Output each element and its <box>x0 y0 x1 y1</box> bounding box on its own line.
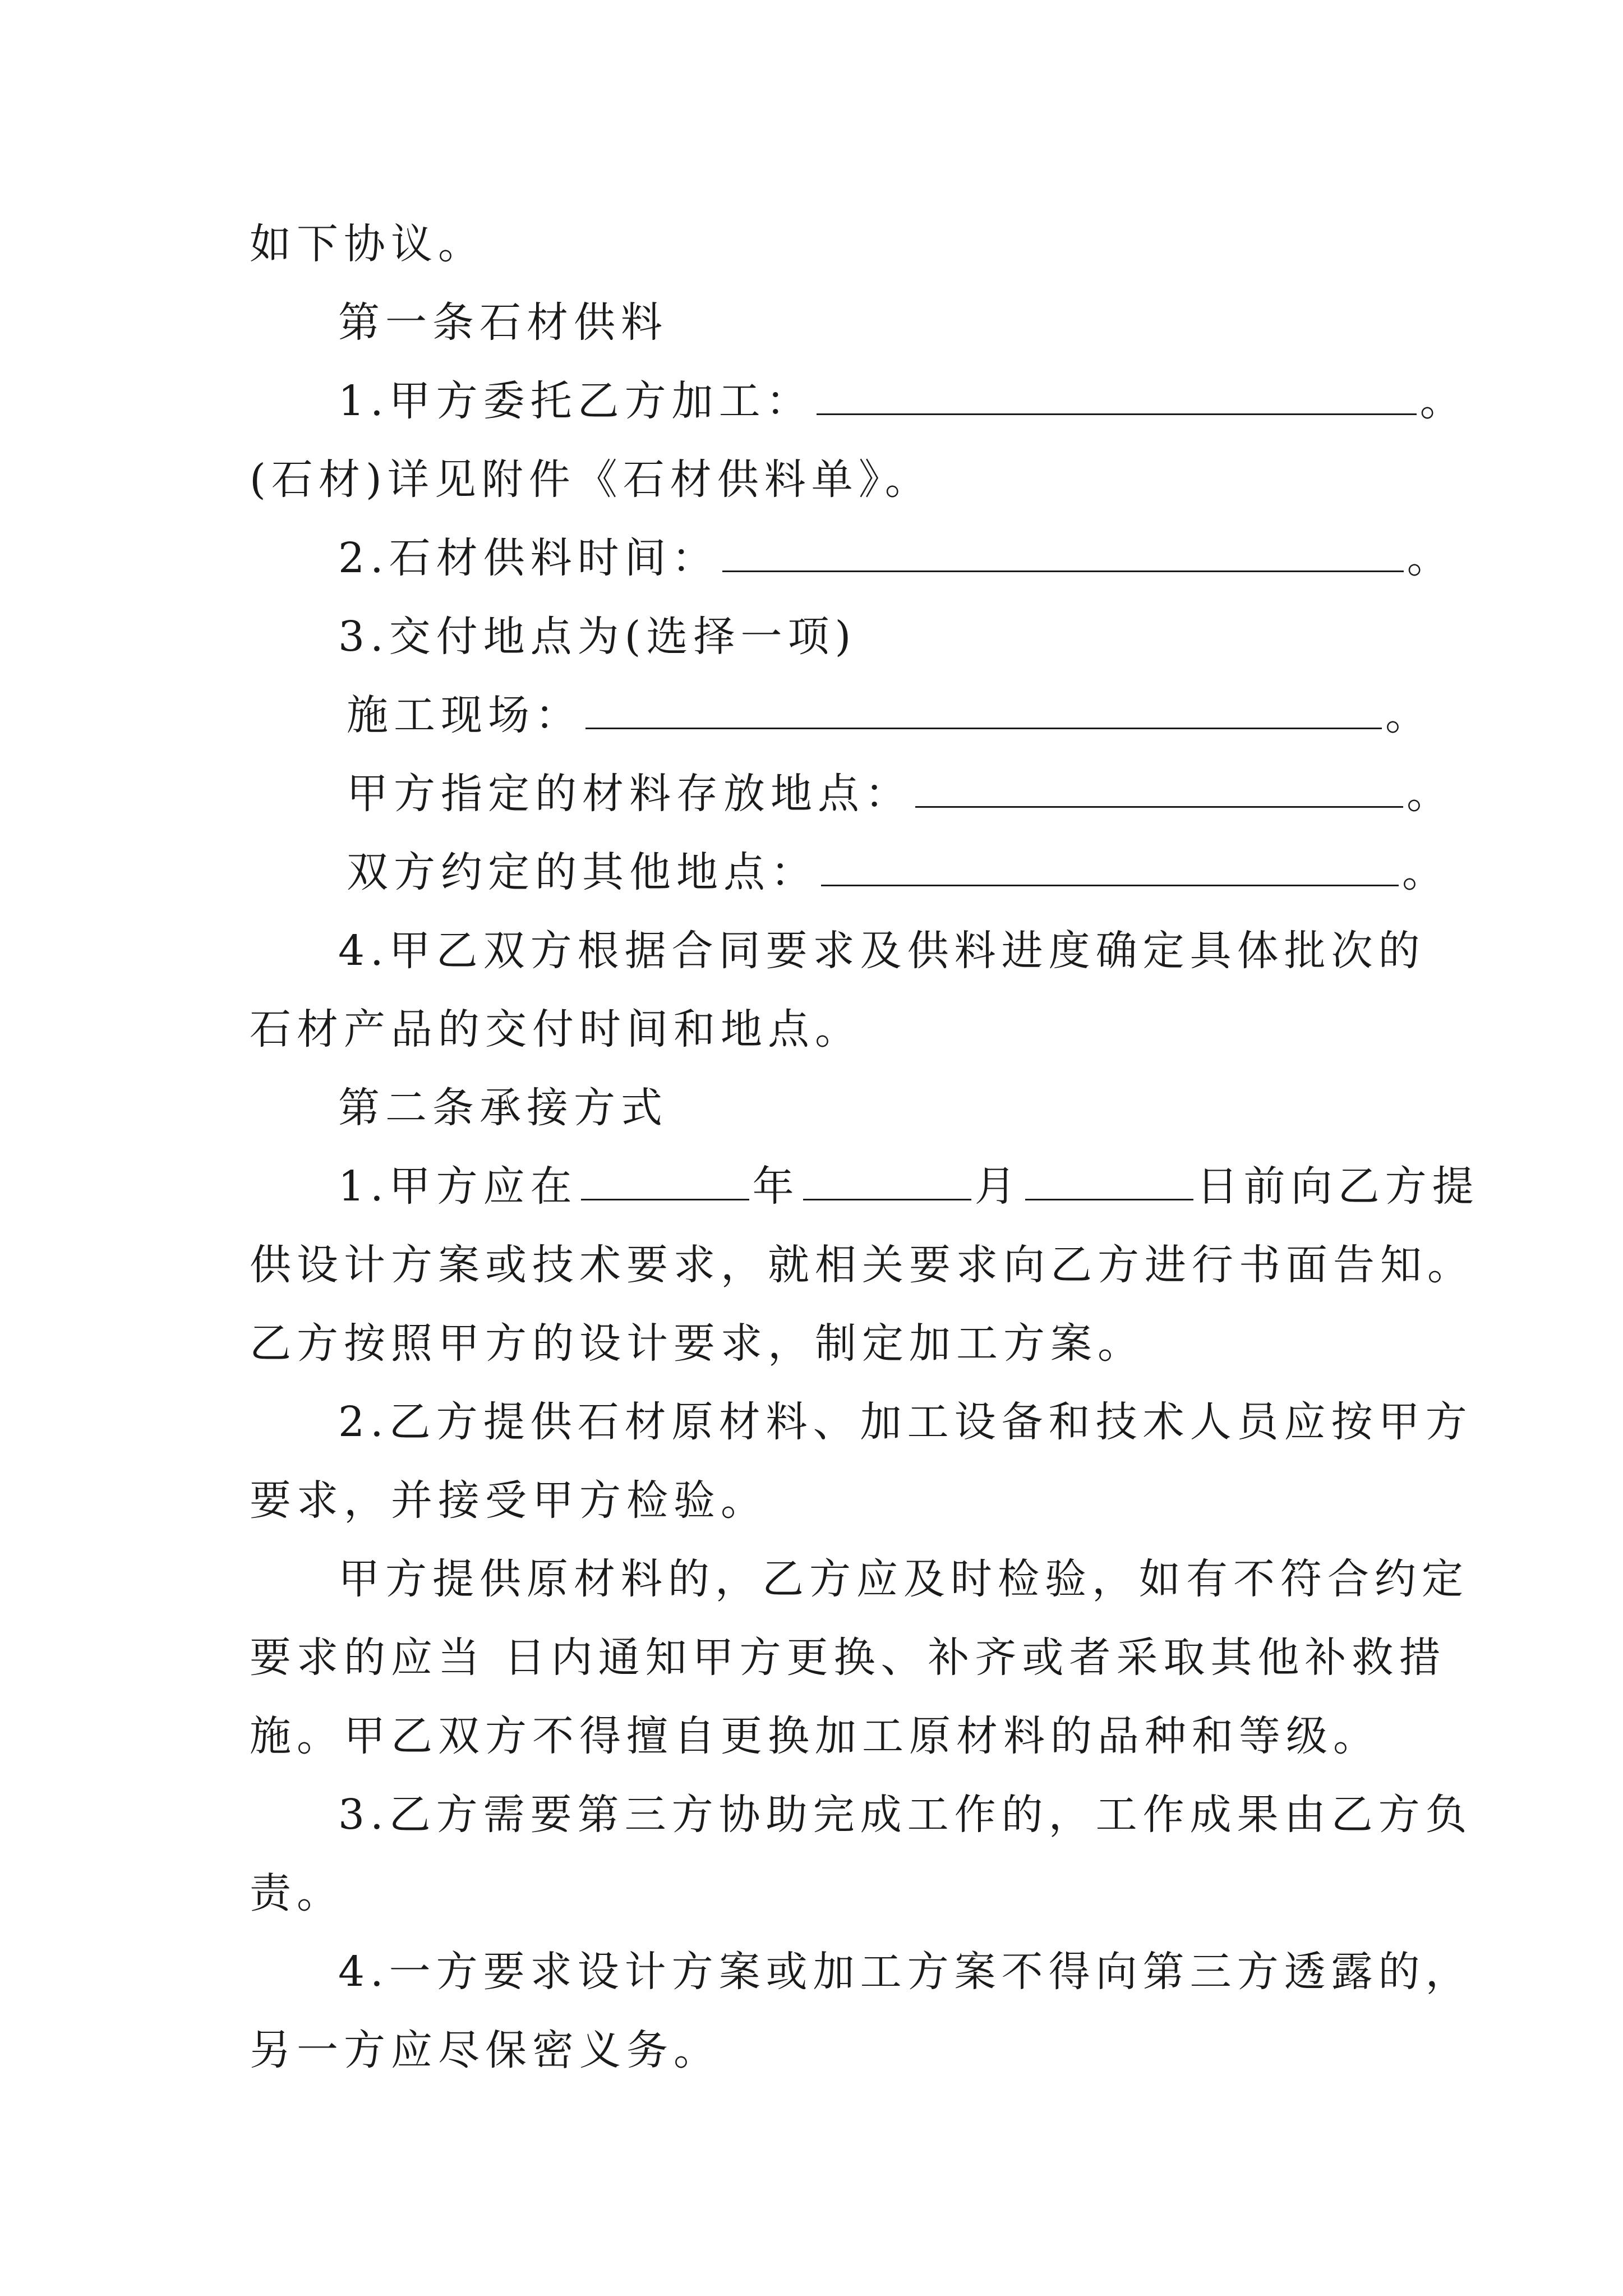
text-line <box>347 687 1432 743</box>
text-line <box>338 373 1467 429</box>
option-label: 甲方指定的材料存放地点： <box>347 770 912 818</box>
text-line <box>338 1158 1479 1214</box>
option-label: 双方约定的其他地点： <box>347 848 818 896</box>
text-line <box>347 844 1449 900</box>
text-line: 如下协议。 <box>250 220 485 268</box>
text-line: 4.一方要求设计方案或加工方案不得向第三方透露的， <box>338 1948 1473 1996</box>
text-line: 石材产品的交付时间和地点。 <box>250 1005 862 1053</box>
period: 。 <box>1407 770 1454 818</box>
text-line <box>338 530 1454 586</box>
period: 。 <box>1402 848 1449 896</box>
text-line: 3.乙方需要第三方协助完成工作的，工作成果由乙方负 <box>338 1791 1473 1839</box>
text-line: 施。甲乙双方不得擅自更换加工原材料的品种和等级。 <box>250 1712 1380 1760</box>
period: 。 <box>1407 534 1454 582</box>
text-line: 4.甲乙双方根据合同要求及供料进度确定具体批次的 <box>338 927 1426 975</box>
period: 。 <box>1419 377 1467 425</box>
fill-blank[interactable] <box>915 767 1403 808</box>
text-line: 要求，并接受甲方检验。 <box>250 1476 768 1525</box>
period: 。 <box>1385 691 1432 739</box>
day-blank[interactable] <box>1025 1159 1193 1200</box>
text-line: (石材)详见附件《石材供料单》。 <box>250 455 932 504</box>
field-label: 2.石材供料时间： <box>338 534 719 582</box>
option-label: 施工现场： <box>347 691 582 739</box>
field-label: 1.甲方委托乙方加工： <box>338 377 813 425</box>
month-blank[interactable] <box>803 1159 971 1200</box>
text-line: 另一方应尽保密义务。 <box>250 2026 721 2074</box>
day-label: 日前向乙方提 <box>1196 1162 1479 1211</box>
text-line: 责。 <box>250 1869 344 1917</box>
text-line: 供设计方案或技术要求，就相关要求向乙方进行书面告知。 <box>250 1241 1474 1289</box>
text-line: 2.乙方提供石材原材料、加工设备和技术人员应按甲方 <box>338 1398 1473 1446</box>
year-blank[interactable] <box>581 1159 749 1200</box>
fill-blank[interactable] <box>817 374 1417 415</box>
text-line: 甲方提供原材料的，乙方应及时检验，如有不符合约定 <box>338 1555 1469 1603</box>
text-line: 乙方按照甲方的设计要求，制定加工方案。 <box>250 1319 1145 1368</box>
clause-text: 1.甲方应在 <box>338 1162 578 1211</box>
article-heading: 第一条石材供料 <box>338 298 668 347</box>
fill-blank[interactable] <box>585 688 1382 729</box>
fill-blank[interactable] <box>722 531 1404 572</box>
text-line <box>347 766 1454 822</box>
text-line: 3.交付地点为(选择一项) <box>338 613 857 661</box>
text-line: 要求的应当 日内通知甲方更换、补齐或者采取其他补救措 <box>250 1634 1446 1682</box>
fill-blank[interactable] <box>821 845 1399 886</box>
year-label: 年 <box>752 1162 800 1211</box>
month-label: 月 <box>974 1162 1022 1211</box>
article-heading: 第二条承接方式 <box>338 1084 668 1132</box>
